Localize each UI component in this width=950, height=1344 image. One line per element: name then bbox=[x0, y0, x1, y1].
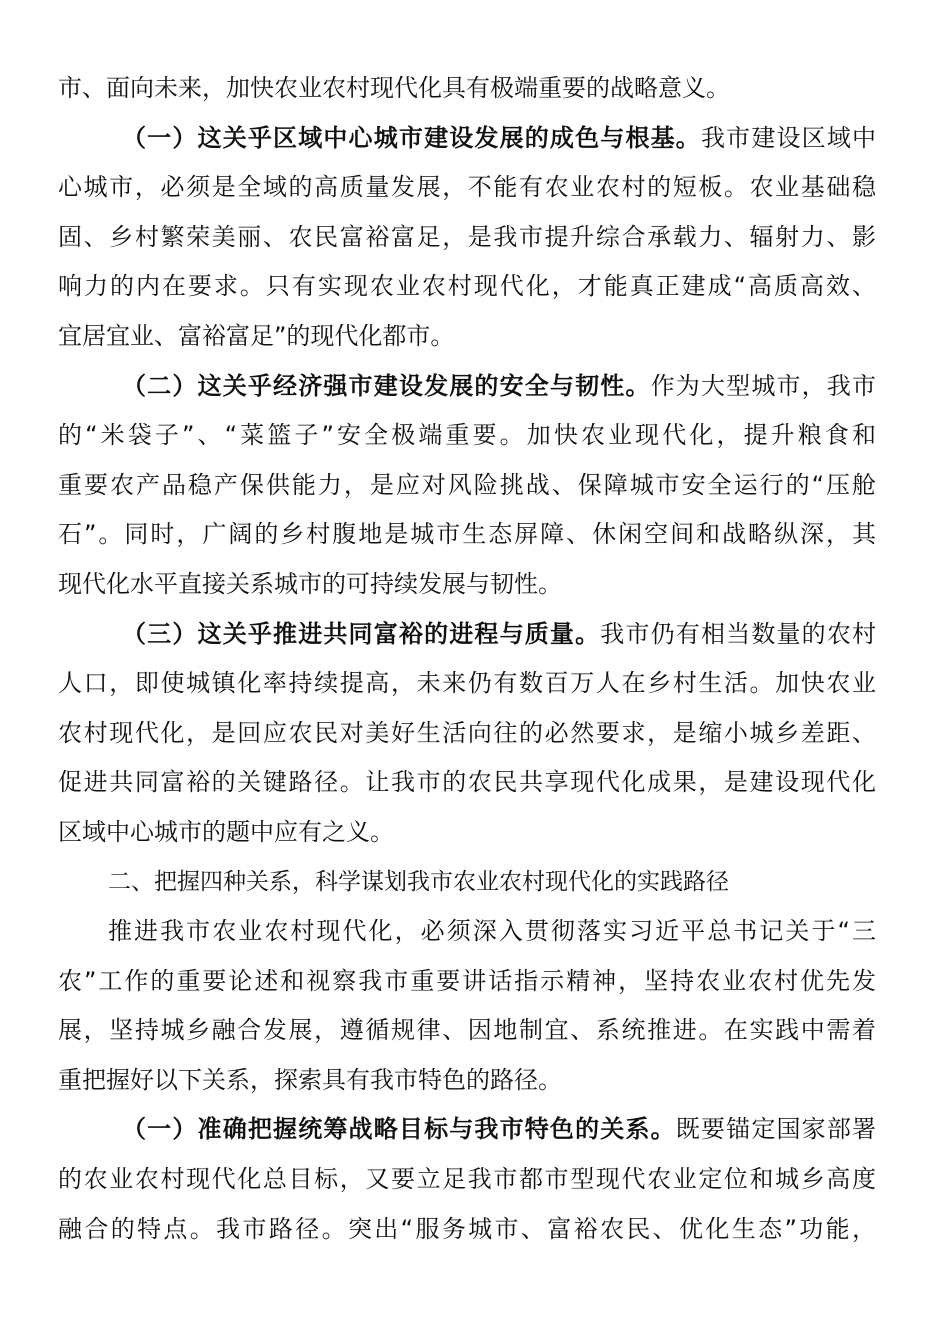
point-heading: （一）准确把握统筹战略目标与我市特色的关系。 bbox=[122, 1115, 676, 1144]
paragraph-first-line bbox=[58, 614, 876, 664]
paragraph-line: 响力的内在要求。只有实现农业农村现代化，才能真正建成“高质高效、 bbox=[58, 272, 876, 301]
paragraph-first-line bbox=[58, 118, 876, 168]
paragraph-text: 既要锚定国家部署 bbox=[675, 1115, 877, 1144]
paragraph-line: 的农业农村现代化总目标，又要立足我市都市型现代农业定位和城乡高度 bbox=[58, 1165, 876, 1194]
paragraph-line: 重把握好以下关系，探索具有我市特色的路径。 bbox=[58, 1065, 562, 1094]
paragraph-first-line: 推进我市农业农村现代化，必须深入贯彻落实习近平总书记关于“三 bbox=[108, 917, 876, 946]
paragraph-line: 石”。同时，广阔的乡村腹地是城市生态屏障、休闲空间和战略纵深，其 bbox=[58, 520, 876, 549]
paragraph-text: 我市建设区域中 bbox=[700, 123, 877, 152]
paragraph-line: 人口，即使城镇化率持续提高，未来仍有数百万人在乡村生活。加快农业 bbox=[58, 669, 876, 698]
document-page bbox=[58, 68, 876, 1258]
section-title: 二、把握四种关系，科学谋划我市农业农村现代化的实践路径 bbox=[108, 868, 729, 895]
point-heading: （一）这关乎区域中心城市建设发展的成色与根基。 bbox=[122, 123, 701, 152]
paragraph-text: 我市仍有相当数量的农村 bbox=[600, 619, 877, 648]
paragraph-line: 促进共同富裕的关键路径。让我市的农民共享现代化成果，是建设现代化 bbox=[58, 768, 876, 797]
point-heading: （三）这关乎推进共同富裕的进程与质量。 bbox=[122, 619, 601, 648]
paragraph-line: 的“米袋子”、“菜篮子”安全极端重要。加快农业现代化，提升粮食和 bbox=[58, 421, 876, 450]
paragraph-first-line bbox=[58, 1109, 876, 1159]
paragraph-line: 农”工作的重要论述和视察我市重要讲话指示精神，坚持农业农村优先发 bbox=[58, 966, 876, 995]
paragraph-line: 市、面向未来，加快农业农村现代化具有极端重要的战略意义。 bbox=[58, 74, 730, 102]
paragraph-line: 区域中心城市的题中应有之义。 bbox=[58, 817, 394, 846]
paragraph-text: 作为大型城市，我市 bbox=[650, 371, 877, 400]
paragraph-line: 展，坚持城乡融合发展，遵循规律、因地制宜、系统推进。在实践中需着 bbox=[58, 1016, 876, 1045]
paragraph-line: 现代化水平直接关系城市的可持续发展与韧性。 bbox=[58, 569, 562, 598]
point-heading: （二）这关乎经济强市建设发展的安全与韧性。 bbox=[122, 371, 651, 400]
paragraph-line: 融合的特点。我市路径。突出“服务城市、富裕农民、优化生态”功能， bbox=[58, 1214, 876, 1243]
paragraph-line: 农村现代化，是回应农民对美好生活向往的必然要求，是缩小城乡差距、 bbox=[58, 718, 876, 747]
paragraph-line: 固、乡村繁荣美丽、农民富裕富足，是我市提升综合承载力、辐射力、影 bbox=[58, 222, 876, 251]
paragraph-line: 心城市，必须是全域的高质量发展，不能有农业农村的短板。农业基础稳 bbox=[58, 173, 876, 202]
paragraph-line: 重要农产品稳产保供能力，是应对风险挑战、保障城市安全运行的“压舱 bbox=[58, 470, 876, 499]
paragraph-first-line bbox=[58, 366, 876, 416]
paragraph-line: 宜居宜业、富裕富足”的现代化都市。 bbox=[58, 321, 455, 350]
